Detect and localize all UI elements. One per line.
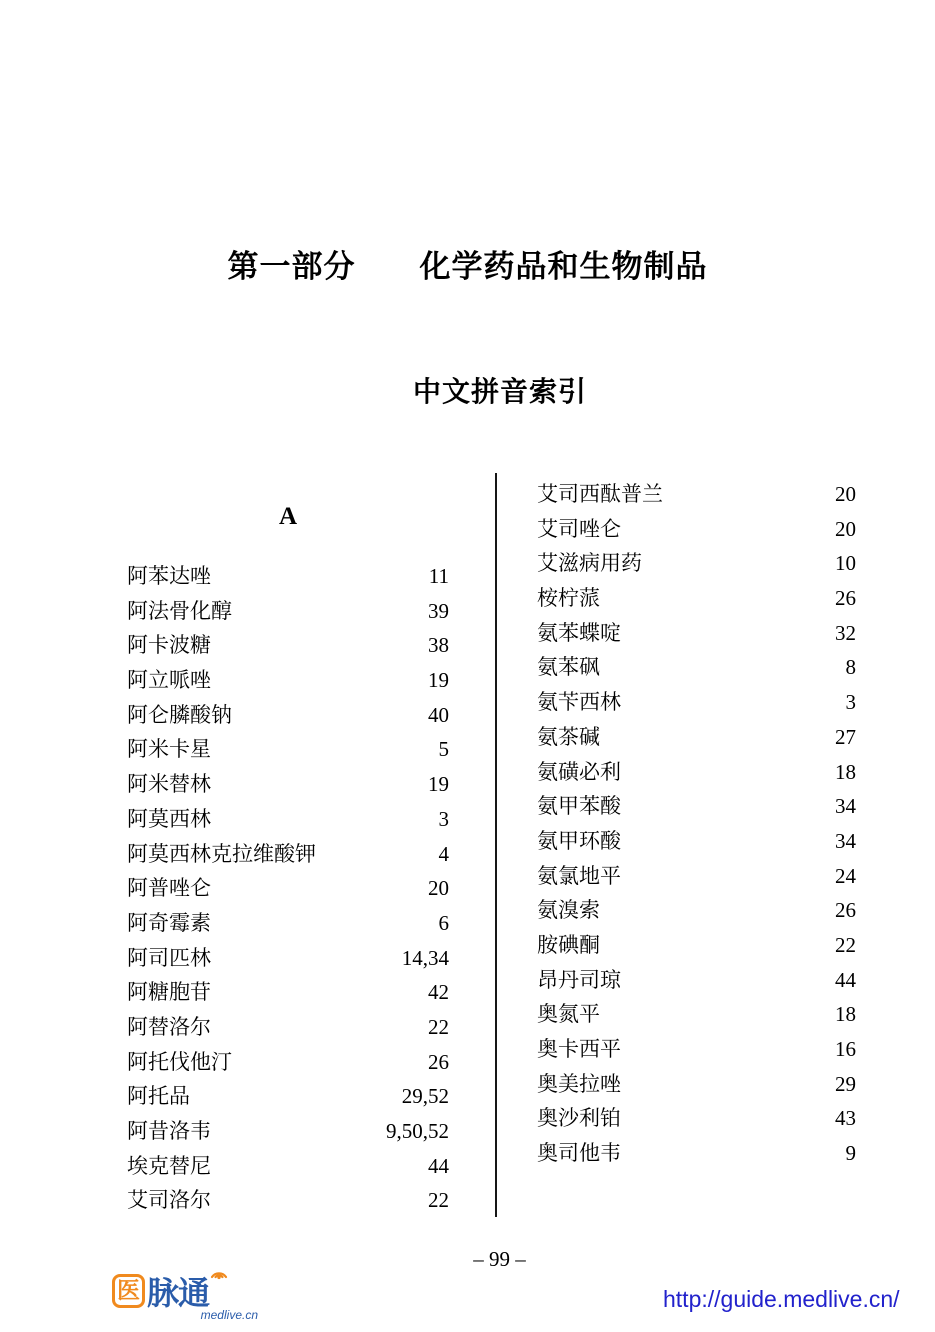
index-entry-row <box>537 477 856 512</box>
page-reference: 18 <box>835 1002 856 1027</box>
drug-name: 桉柠蒎 <box>537 586 600 611</box>
index-entry-row <box>127 837 449 872</box>
page-reference: 42 <box>428 980 449 1005</box>
index-entry-row <box>537 581 856 616</box>
page-reference: 34 <box>835 794 856 819</box>
index-entry-row <box>127 1045 449 1080</box>
drug-name: 氨苯砜 <box>537 655 600 680</box>
drug-name: 阿托伐他汀 <box>127 1049 232 1074</box>
drug-name: 奥美拉唑 <box>537 1071 621 1096</box>
page-reference: 26 <box>428 1049 449 1074</box>
drug-name: 艾司西酞普兰 <box>537 482 663 506</box>
drug-name: 阿奇霉素 <box>127 910 211 935</box>
page-reference: 20 <box>835 516 856 541</box>
page-reference: 20 <box>835 482 856 506</box>
index-entry-row <box>127 906 449 941</box>
drug-name: 奥司他韦 <box>537 1141 621 1166</box>
index-entry-row <box>127 628 449 663</box>
page-number: – 99 – <box>473 1247 526 1271</box>
index-column-left <box>127 499 449 1218</box>
drug-name: 昂丹司琼 <box>537 967 621 992</box>
page-reference: 4 <box>438 841 449 866</box>
medlive-logo-yi-char: 医 <box>112 1274 145 1308</box>
index-entry-row <box>537 755 856 790</box>
index-entry-row <box>537 1136 856 1171</box>
page-reference: 27 <box>835 724 856 749</box>
page-reference: 38 <box>428 633 449 658</box>
index-entry-row <box>537 546 856 581</box>
page-reference: 8 <box>845 655 856 680</box>
index-entry-row <box>127 1079 449 1114</box>
index-list-left <box>127 559 449 1218</box>
drug-name: 埃克替尼 <box>127 1153 211 1178</box>
index-entry-row <box>537 963 856 998</box>
drug-name: 阿替洛尔 <box>127 1014 211 1039</box>
index-entry-row <box>127 559 449 594</box>
drug-name: 氨磺必利 <box>537 759 621 784</box>
drug-name: 阿立哌唑 <box>127 668 211 693</box>
page-reference: 14,34 <box>401 945 449 970</box>
page-reference: 32 <box>835 620 856 645</box>
drug-name: 阿普唑仑 <box>127 876 211 901</box>
drug-name: 氨氯地平 <box>537 863 621 888</box>
drug-name: 氨甲环酸 <box>537 828 621 853</box>
page-reference: 39 <box>428 598 449 623</box>
page-reference: 43 <box>835 1106 856 1131</box>
index-entry-row <box>537 650 856 685</box>
drug-name: 阿法骨化醇 <box>127 598 232 623</box>
drug-name: 奥卡西平 <box>537 1037 621 1061</box>
index-entry-row <box>537 997 856 1032</box>
page-reference: 22 <box>835 932 856 957</box>
drug-name: 阿卡波糖 <box>127 633 211 658</box>
drug-name: 阿司匹林 <box>127 945 211 970</box>
drug-name: 阿米卡星 <box>127 737 211 762</box>
column-divider <box>495 473 497 1217</box>
drug-name: 氨溴索 <box>537 898 600 923</box>
page-reference: 6 <box>438 910 449 935</box>
index-entry-row <box>537 512 856 547</box>
drug-name: 胺碘酮 <box>537 932 600 957</box>
page-reference: 3 <box>438 806 449 831</box>
page-reference: 11 <box>428 564 449 588</box>
index-entry-row <box>127 1149 449 1184</box>
index-entry-row <box>537 1101 856 1136</box>
index-entry-row <box>537 789 856 824</box>
page-reference: 40 <box>428 702 449 727</box>
drug-name: 阿苯达唑 <box>127 564 211 588</box>
page-reference: 29 <box>835 1071 856 1096</box>
medlive-logo <box>112 1274 262 1328</box>
index-entry-row <box>537 720 856 755</box>
part-title: 第一部分 化学药品和生物制品 <box>227 249 708 284</box>
index-entry-row <box>127 941 449 976</box>
page-reference: 19 <box>428 668 449 693</box>
page-reference: 26 <box>835 586 856 611</box>
index-entry-row <box>127 975 449 1010</box>
page-reference: 9,50,52 <box>386 1119 449 1143</box>
index-entry-row <box>127 767 449 802</box>
page-reference: 16 <box>835 1037 856 1061</box>
drug-name: 氨茶碱 <box>537 724 600 749</box>
drug-name: 阿托品 <box>127 1084 190 1109</box>
index-entry-row <box>537 685 856 720</box>
drug-name: 艾滋病用药 <box>537 551 642 576</box>
drug-name: 艾司唑仑 <box>537 516 621 541</box>
drug-name: 阿莫西林克拉维酸钾 <box>127 841 316 866</box>
page-reference: 44 <box>835 967 856 992</box>
drug-name: 艾司洛尔 <box>127 1188 211 1213</box>
drug-name: 氨苄西林 <box>537 690 621 715</box>
drug-name: 奥氮平 <box>537 1002 600 1027</box>
page-reference: 44 <box>428 1153 449 1178</box>
drug-name: 奥沙利铂 <box>537 1106 621 1131</box>
index-title: 中文拼音索引 <box>412 376 587 407</box>
index-entry-row <box>127 698 449 733</box>
index-entry-row <box>127 1010 449 1045</box>
drug-name: 阿糖胞苷 <box>127 980 211 1005</box>
drug-name: 氨甲苯酸 <box>537 794 621 819</box>
drug-name: 阿米替林 <box>127 772 211 797</box>
drug-name: 阿莫西林 <box>127 806 211 831</box>
index-entry-row <box>537 1067 856 1102</box>
page-reference: 20 <box>428 876 449 901</box>
index-entry-row <box>537 824 856 859</box>
drug-name: 氨苯蝶啶 <box>537 620 621 645</box>
index-entry-row <box>537 893 856 928</box>
index-entry-row <box>127 871 449 906</box>
page-reference: 29,52 <box>401 1084 449 1109</box>
index-column-right <box>537 477 856 1171</box>
medlive-logo-maitong-chars: 脉通 <box>147 1274 210 1311</box>
index-entry-row <box>537 859 856 894</box>
page-reference: 19 <box>428 772 449 797</box>
medlive-logo-domain: medlive.cn <box>200 1308 258 1322</box>
page-reference: 10 <box>835 551 856 576</box>
page-reference: 24 <box>835 863 856 888</box>
section-letter-A: A <box>278 503 298 530</box>
index-entry-row <box>127 1114 449 1149</box>
page-reference: 9 <box>845 1141 856 1166</box>
index-entry-row <box>127 802 449 837</box>
wifi-signal-icon <box>208 1264 230 1285</box>
index-entry-row <box>537 616 856 651</box>
page-reference: 22 <box>428 1014 449 1039</box>
index-entry-row <box>537 928 856 963</box>
index-entry-row <box>127 594 449 629</box>
footer-guide-url-link[interactable]: http://guide.medlive.cn/ <box>663 1286 900 1312</box>
page-reference: 26 <box>835 898 856 923</box>
drug-name: 阿昔洛韦 <box>127 1119 211 1143</box>
page-reference: 5 <box>438 737 449 762</box>
drug-name: 阿仑膦酸钠 <box>127 702 232 727</box>
page-reference: 18 <box>835 759 856 784</box>
page-reference: 3 <box>845 690 856 715</box>
index-entry-row <box>537 1032 856 1067</box>
page-reference: 34 <box>835 828 856 853</box>
index-entry-row <box>127 663 449 698</box>
page-reference: 22 <box>428 1188 449 1213</box>
index-entry-row <box>127 1183 449 1218</box>
index-entry-row <box>127 732 449 767</box>
index-list-right <box>537 477 856 1171</box>
